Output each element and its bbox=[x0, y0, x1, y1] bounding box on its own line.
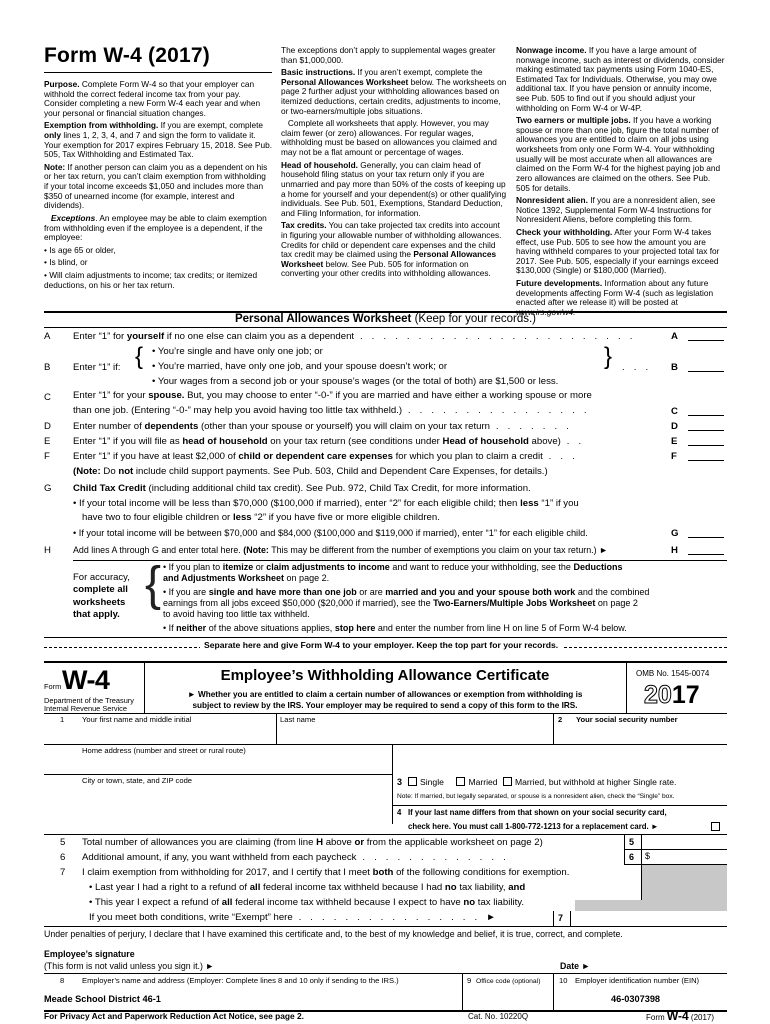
line7-num: 7 bbox=[60, 867, 66, 878]
line-g-entry[interactable] bbox=[688, 527, 724, 538]
line-g-code: G bbox=[671, 528, 679, 539]
cert-dept: Department of the Treasury bbox=[44, 696, 134, 705]
signature-input[interactable] bbox=[244, 948, 554, 972]
city-label: City or town, state, and ZIP code bbox=[82, 776, 193, 785]
line-b-brace-left: { bbox=[135, 343, 144, 370]
line-c-letter: C bbox=[44, 392, 51, 403]
line9-label: Office code (optional) bbox=[476, 978, 541, 985]
line7-exempt-text: If you meet both conditions, write “Exempt” here . . . . . . . . . . . . . . . . ► bbox=[89, 912, 499, 923]
date-label: Date ► bbox=[560, 961, 591, 971]
line-b-entry[interactable] bbox=[688, 361, 724, 372]
line7-shaded-area bbox=[641, 865, 727, 900]
instructions-col-2: The exceptions don’t apply to supplemental wages greater than $1,000,000. Basic instructions. If you aren’t exempt, complete the Personal Allowances Worksheet below. The worksheets on page 2 further adjust your withholding allowances based on itemized deductions, certain credits, adjustments to income, or two-earners/multiple jobs situations. Complete all worksheets that apply. However, you may claim fewer (or zero) allowances. For regular wages, withholding must be based on allowances you claimed and may not be a flat amount or percentage of wages. Head of household. Generally, you can claim head of household filing status on your tax return only if you are unmarried and pay more than 50% of the costs of keeping up a home for yourself and your dependent(s) or other qualifying individuals. See Pub. 501, Exemptions, Standard Deduction, and Filing Information, for information. Tax credits. You can take projected tax credits into account in figuring your allowable number of withholding allowances. Credits for child or dependent care expenses and the child tax credit may be claimed using the Personal Allowances Worksheet below. See Pub. 505 for information on converting your other credits into withholding allowances. bbox=[281, 45, 507, 279]
accuracy-brace: { bbox=[145, 558, 162, 611]
worksheet-bottom-rule bbox=[44, 637, 727, 638]
line1-num: 1 bbox=[60, 715, 65, 724]
line-b-item-3: • Your wages from a second job or your spouse’s wages (or the total of both) are $1,500 or less. bbox=[152, 376, 559, 387]
line7-bullet-2: • This year I expect a refund of all federal income tax withheld because I expect to have no tax liability. bbox=[89, 897, 525, 908]
line5-text: Total number of allowances you are claiming (from line H above or from the applicable worksheet on page 2) bbox=[82, 837, 543, 848]
instructions-col-3: Nonwage income. If you have a large amount of nonwage income, such as interest or dividends, consider making estimated tax payments using Form 1040-ES, Estimated Tax for Individuals. Otherwise, you may owe additional tax. If you have pension or annuity income, see Pub. 505 to find out if you should adjust your withholding on Form W-4 or W-4P. Two earners or multiple jobs. If you have a working spouse or more than one job, figure the total number of allowances you are entitled to claim on all jobs using worksheets from only one Form W-4. Your withholding usually will be most accurate when all allowances are claimed on the Form W-4 for the highest paying job and zero allowances are claimed on the others. See Pub. 505 for details. Nonresident alien. If you are a nonresident alien, see Notice 1392, Supplemental Form W-4 Instructions for Nonresident Aliens, before completing this form. Check your withholding. After your Form W-4 takes effect, use Pub. 505 to see how the amount you are having withheld compares to your projected total tax for 2017. See Pub. 505, especially if your earnings exceed $130,000 (Single) or $180,000 (Married). Future developments. Information about any future developments affecting Form W-4 (such as legislation enacted after we release it) will be posted at www.irs.gov/w4. bbox=[516, 45, 725, 317]
instructions-col-1: Purpose. Complete Form W-4 so that your employer can withhold the correct federal income tax from your pay. Consider completing a new Form W-4 each year and when your personal or financial situation changes. Exemption from withholding. If you are exempt, complete only lines 1, 2, 3, 4, and 7 and sign the form to validate it. Your exemption for 2017 expires February 15, 2018. See Pub. 505, Tax Withholding and Estimated Tax. Note: If another person can claim you as a dependent on his or her tax return, you can’t claim exemption from withholding if your total income exceeds $1,050 and includes more than $350 of unearned income (for example, interest and dividends). Exceptions. An employee may be able to claim exemption from withholding even if the employee is a dependent, if the employee: • Is age 65 or older, • Is blind, or • Will claim adjustments to income; tax credits; or itemized deductions, on his or her tax return. bbox=[44, 79, 273, 290]
last-name-input[interactable] bbox=[280, 726, 550, 744]
line7-text: I claim exemption from withholding for 2017, and I certify that I meet both of the following conditions for exemption. bbox=[82, 867, 570, 878]
line6-box-num: 6 bbox=[624, 850, 641, 865]
accuracy-top-rule bbox=[73, 560, 727, 561]
line-h-entry[interactable] bbox=[688, 544, 724, 555]
row8-vdiv-2 bbox=[553, 973, 554, 1010]
married-checkbox[interactable] bbox=[456, 777, 465, 786]
line-f-note: (Note: Do not include child support payments. See Pub. 503, Child and Dependent Care Expenses, for details.) bbox=[73, 466, 548, 477]
line2-label: Your social security number bbox=[576, 715, 678, 724]
line-a-code: A bbox=[671, 331, 678, 342]
cert-year: 2017 bbox=[644, 681, 700, 709]
cat-number: Cat. No. 10220Q bbox=[468, 1012, 529, 1021]
line-b-dots: . . . bbox=[622, 362, 652, 373]
ssn-input[interactable] bbox=[558, 726, 723, 744]
separator-text: Separate here and give Form W-4 to your employer. Keep the top part for your records. bbox=[200, 641, 562, 651]
line4-num: 4 bbox=[397, 808, 402, 817]
row1-vdiv-2 bbox=[553, 713, 554, 744]
address-label: Home address (number and street or rural route) bbox=[82, 746, 246, 755]
line3-filing-status: Single Married Married, but withhold at higher Single rate. bbox=[405, 777, 676, 788]
first-name-input[interactable] bbox=[80, 726, 274, 744]
line2-num: 2 bbox=[558, 715, 563, 724]
line-b-letter: B bbox=[44, 362, 51, 373]
line3-note: Note: If married, but legally separated, or spouse is a nonresident alien, check the “Single” box. bbox=[397, 793, 675, 800]
cert-vdiv-2 bbox=[626, 663, 627, 713]
line-f-letter: F bbox=[44, 451, 50, 462]
line5-box-num: 5 bbox=[624, 835, 641, 850]
office-code-input[interactable] bbox=[467, 993, 549, 1008]
line6-num: 6 bbox=[60, 852, 66, 863]
line-d-text: Enter number of dependents (other than your spouse or yourself) you will claim on your tax return . . . . . . . bbox=[73, 421, 573, 432]
city-input[interactable] bbox=[80, 787, 388, 822]
accuracy-note: For accuracy, complete all worksheets that apply. bbox=[73, 572, 130, 621]
line-d-code: D bbox=[671, 421, 678, 432]
cert-row3-rule-left bbox=[44, 774, 393, 775]
cert-top-rule bbox=[44, 661, 727, 663]
line-e-entry[interactable] bbox=[688, 435, 724, 446]
cert-row3-rule-right bbox=[392, 805, 727, 806]
worksheet-title: Personal Allowances Worksheet (Keep for your records.) bbox=[234, 313, 537, 325]
line-d-letter: D bbox=[44, 421, 51, 432]
line10-num: 10 bbox=[559, 976, 568, 985]
line-c-text: Enter “1” for your spouse. But, you may choose to enter “-0-” if you are married and have either a working spouse or more bbox=[73, 390, 592, 401]
line-a-text: Enter “1” for yourself if no one else can claim you as a dependent . . . . . . . . . . . . . . . . . . . . . . . . bbox=[73, 331, 636, 342]
line-h-code: H bbox=[671, 545, 678, 556]
form-title: Form W-4 (2017) bbox=[44, 44, 210, 67]
line7-bullet-1: • Last year I had a right to a refund of all federal income tax withheld because I had no tax liability, and bbox=[89, 882, 526, 893]
married-higher-checkbox[interactable] bbox=[503, 777, 512, 786]
additional-amount-input[interactable]: $ bbox=[641, 850, 727, 865]
line-f-entry[interactable] bbox=[688, 450, 724, 461]
accuracy-item-2: • If you are single and have more than one job or are married and you and your spouse both work and the combined earnings from all jobs exceed $50,000 ($20,000 if married), see the Two-Earners/Multiple Jobs Worksheet on page 2 to avoid having too little tax withheld. bbox=[163, 587, 650, 619]
accuracy-item-3: • If neither of the above situations applies, stop here and enter the number from line H on line 5 of Form W-4 below. bbox=[163, 623, 627, 633]
row8-vdiv-1 bbox=[462, 973, 463, 1010]
line-g-bullet-2: • If your total income will be between $70,000 and $84,000 ($100,000 and $119,000 if married), enter “1” for each eligible child. bbox=[73, 528, 588, 538]
allowances-input[interactable] bbox=[641, 835, 727, 850]
line-b-item-1: • You’re single and have only one job; or bbox=[152, 346, 323, 357]
name-differs-checkbox[interactable] bbox=[711, 822, 720, 831]
line-b-code: B bbox=[671, 362, 678, 373]
line4-text-2: check here. You must call 1-800-772-1213 for a replacement card. ► bbox=[408, 822, 659, 831]
line-c-text-2: than one job. (Entering “-0-” may help you avoid having too little tax withheld.) . . . . . . . . . . . . . . . . bbox=[73, 405, 590, 416]
cert-perjury-rule bbox=[44, 926, 727, 927]
line-b-item-2: • You’re married, have only one job, and your spouse doesn’t work; or bbox=[152, 361, 448, 372]
line-b-brace-right: } bbox=[604, 343, 613, 370]
line3-num: 3 bbox=[397, 777, 403, 787]
line-g-bullet-1b: have two to four eligible children or less “2” if you have five or more eligible children. bbox=[82, 512, 440, 523]
employer-name-value[interactable]: Meade School District 46-1 bbox=[44, 994, 161, 1004]
line5-num: 5 bbox=[60, 837, 66, 848]
line-c-code: C bbox=[671, 406, 678, 417]
line4-text-1: If your last name differs from that shown on your social security card, bbox=[408, 808, 667, 817]
line8-num: 8 bbox=[60, 976, 65, 985]
cert-form-word: Form bbox=[44, 682, 62, 691]
cert-subtitle: ► Whether you are entitled to claim a certain number of allowances or exemption from withholding is subject to review by the IRS. Your employer may be required to send a copy of this form to the IRS. bbox=[187, 690, 583, 710]
cert-row2-rule bbox=[44, 744, 727, 745]
line8-label: Employer’s name and address (Employer: Complete lines 8 and 10 only if sending to the IRS.) bbox=[82, 976, 399, 985]
line-f-code: F bbox=[671, 451, 677, 462]
cert-row1-rule bbox=[44, 713, 727, 714]
line-e-text: Enter “1” if you will file as head of household on your tax return (see conditions under Head of household above) . . bbox=[73, 436, 585, 447]
address-input[interactable] bbox=[80, 757, 388, 773]
last-name-label: Last name bbox=[280, 715, 316, 724]
line-e-code: E bbox=[671, 436, 678, 447]
signature-label: Employee’s signature bbox=[44, 949, 135, 959]
cert-irs: Internal Revenue Service bbox=[44, 704, 127, 713]
single-checkbox[interactable] bbox=[408, 777, 417, 786]
line-d-entry[interactable] bbox=[688, 420, 724, 431]
worksheet-title-rule bbox=[44, 327, 727, 328]
line-h-text: Add lines A through G and enter total here. (Note: This may be different from the number of exemptions you claim on your tax return.) ► bbox=[73, 545, 608, 555]
line7-box-num: 7 bbox=[553, 911, 570, 926]
accuracy-item-1: • If you plan to itemize or claim adjustments to income and want to reduce your withholding, see the Deductions and Adjustments Worksheet on page 2. bbox=[163, 562, 623, 583]
title-rule bbox=[44, 72, 272, 73]
line10-label: Employer identification number (EIN) bbox=[575, 976, 700, 985]
date-input[interactable] bbox=[600, 958, 725, 972]
line-b-pre: Enter “1” if: bbox=[73, 362, 121, 373]
ein-value[interactable]: 46-0307398 bbox=[611, 994, 661, 1004]
row2-vdiv bbox=[392, 744, 393, 824]
privacy-notice: For Privacy Act and Paperwork Reduction Act Notice, see page 2. bbox=[44, 1011, 305, 1021]
line9-num: 9 bbox=[467, 976, 472, 985]
perjury-statement: Under penalties of perjury, I declare that I have examined this certificate and, to the best of my knowledge and belief, it is true, correct, and complete. bbox=[44, 929, 623, 939]
cert-row8-rule bbox=[44, 973, 727, 974]
line-c-entry[interactable] bbox=[688, 405, 724, 416]
line-a-entry[interactable] bbox=[688, 330, 724, 341]
line-e-letter: E bbox=[44, 436, 51, 447]
exempt-input[interactable] bbox=[570, 911, 727, 926]
row1-vdiv-1 bbox=[276, 713, 277, 744]
footer-form-id: Form W-4 (2017) bbox=[646, 1009, 715, 1023]
line-h-letter: H bbox=[44, 545, 51, 556]
line7-shaded-top bbox=[575, 900, 727, 911]
line-g-text: Child Tax Credit (including additional child tax credit). See Pub. 972, Child Tax Credit, for more information. bbox=[73, 483, 531, 494]
signature-note: (This form is not valid unless you sign it.) ► bbox=[44, 961, 215, 971]
line-f-text: Enter “1” if you have at least $2,000 of child or dependent care expenses for which you plan to claim a credit . . . bbox=[73, 451, 579, 462]
omb-number: OMB No. 1545-0074 bbox=[636, 669, 710, 678]
line-g-bullet-1: • If your total income will be less than $70,000 ($100,000 if married), enter “2” for each eligible child; then less “1” if you bbox=[73, 498, 579, 509]
cert-form-name: W-4 bbox=[62, 665, 110, 695]
line1-label: Your first name and middle initial bbox=[82, 715, 192, 724]
line-g-letter: G bbox=[44, 483, 52, 494]
line6-text: Additional amount, if any, you want withheld from each paycheck . . . . . . . . . . . . . bbox=[82, 852, 509, 863]
line-a-letter: A bbox=[44, 331, 51, 342]
cert-title: Employee’s Withholding Allowance Certificate bbox=[220, 667, 550, 684]
